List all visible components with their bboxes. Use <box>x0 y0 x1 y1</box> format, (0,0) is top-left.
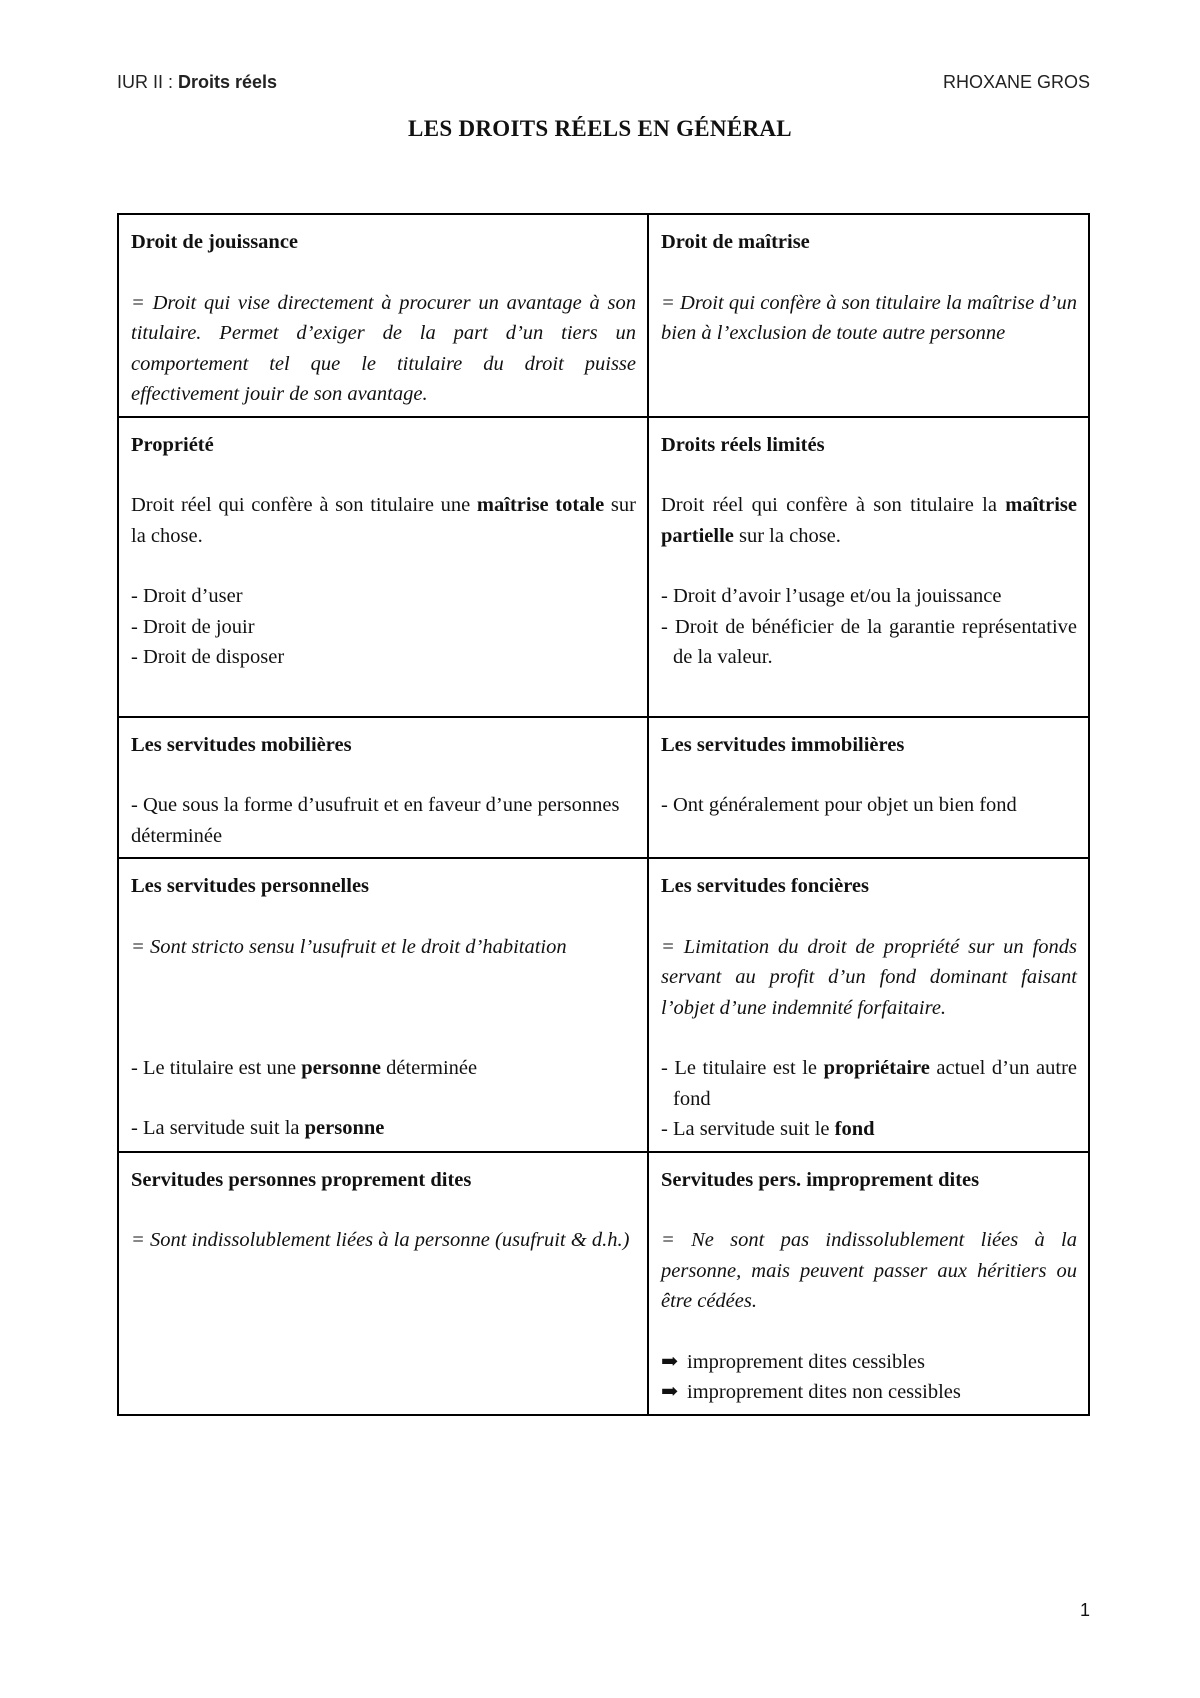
table-row <box>118 717 1089 859</box>
list-item: - Droit d’user <box>131 585 243 607</box>
list-item: ➡ improprement dites cessibles <box>661 1347 1077 1378</box>
table-row <box>118 417 1089 717</box>
arrow-right-icon: ➡ <box>661 1350 679 1373</box>
cell-droits-limites <box>648 417 1089 717</box>
page-header <box>117 72 1090 93</box>
cell-definition: = Limitation du droit de propriété sur un fonds servant au profit d’un fond dominant faisant l’objet d’une indemnité forfaitaire. <box>661 935 1077 1019</box>
cell-heading: Les servitudes immobilières <box>661 733 905 756</box>
list-item: - La servitude suit le fond <box>661 1118 875 1140</box>
cell-servitudes-mobilieres <box>118 717 648 859</box>
cell-heading: Les servitudes personnelles <box>131 875 370 897</box>
page-title: LES DROITS RÉELS EN GÉNÉRAL <box>408 116 792 141</box>
list-item: ➡ improprement dites non cessibles <box>661 1377 1077 1408</box>
list-item: - Droit de jouir <box>131 615 255 638</box>
cell-definition: = Sont stricto sensu l’usufruit et le droit d’habitation <box>131 935 567 958</box>
cell-servitudes-improprement-dites <box>648 1152 1089 1415</box>
cell-description: Droit réel qui confère à son titulaire une maîtrise totale sur la chose. <box>131 494 636 547</box>
cell-heading: Les servitudes foncières <box>661 875 870 897</box>
list-item: - Droit de bénéficier de la garantie représentative de la valeur. <box>661 615 1077 668</box>
author-name: RHOXANE GROS <box>942 72 1090 92</box>
list-item: - La servitude suit la personne <box>131 1117 385 1139</box>
cell-definition: = Droit qui vise directement à procurer un avantage à son titulaire. Permet d’exiger de la part d’un tiers un comportement tel que le titulaire du droit puisse effectivement jouir de son avantage. <box>131 291 636 405</box>
table-row <box>118 214 1089 417</box>
cell-heading: Droit de jouissance <box>131 231 299 253</box>
cell-description: Droit réel qui confère à son titulaire la maîtrise partielle sur la chose. <box>661 494 1077 547</box>
cell-servitudes-immobilieres <box>648 717 1089 859</box>
cell-propriete <box>118 417 648 717</box>
page-number: 1 <box>1079 1600 1090 1620</box>
cell-definition: = Ne sont pas indissolublement liées à la personne, mais peuvent passer aux héritiers ou être cédées. <box>661 1229 1077 1312</box>
table-row <box>118 1152 1089 1415</box>
cell-servitudes-foncieres <box>648 858 1089 1152</box>
cell-heading: Droit de maîtrise <box>661 231 810 253</box>
cell-definition: = Sont indissolublement liées à la personne (usufruit & d.h.) <box>131 1229 630 1251</box>
cell-servitudes-proprement-dites <box>118 1152 648 1415</box>
course-subject: Droits réels <box>178 72 278 92</box>
rights-table <box>117 213 1090 1416</box>
cell-maitrise <box>648 214 1089 417</box>
cell-jouissance <box>118 214 648 417</box>
arrow-right-icon: ➡ <box>661 1381 679 1403</box>
cell-definition: = Droit qui confère à son titulaire la maîtrise d’un bien à l’exclusion de toute autre personne <box>661 291 1077 344</box>
list-item: - Droit d’avoir l’usage et/ou la jouissance <box>661 585 1002 607</box>
cell-heading: Servitudes pers. improprement dites <box>661 1168 980 1191</box>
list-item: - Le titulaire est le propriétaire actuel d’un autre fond <box>661 1057 1077 1110</box>
cell-text: - Que sous la forme d’usufruit et en faveur d’une personnes déterminée <box>131 794 620 847</box>
cell-servitudes-personnelles <box>118 858 648 1152</box>
cell-heading: Propriété <box>131 433 214 456</box>
list-item: - Le titulaire est une personne déterminée <box>131 1056 478 1079</box>
cell-heading: Droits réels limités <box>661 433 825 456</box>
course-label: IUR II : Droits réels <box>117 72 278 92</box>
cell-heading: Servitudes personnes proprement dites <box>131 1168 472 1191</box>
list-item: - Droit de disposer <box>131 646 285 668</box>
table-row <box>118 858 1089 1152</box>
cell-heading: Les servitudes mobilières <box>131 733 352 756</box>
cell-text: - Ont généralement pour objet un bien fond <box>661 794 1017 816</box>
